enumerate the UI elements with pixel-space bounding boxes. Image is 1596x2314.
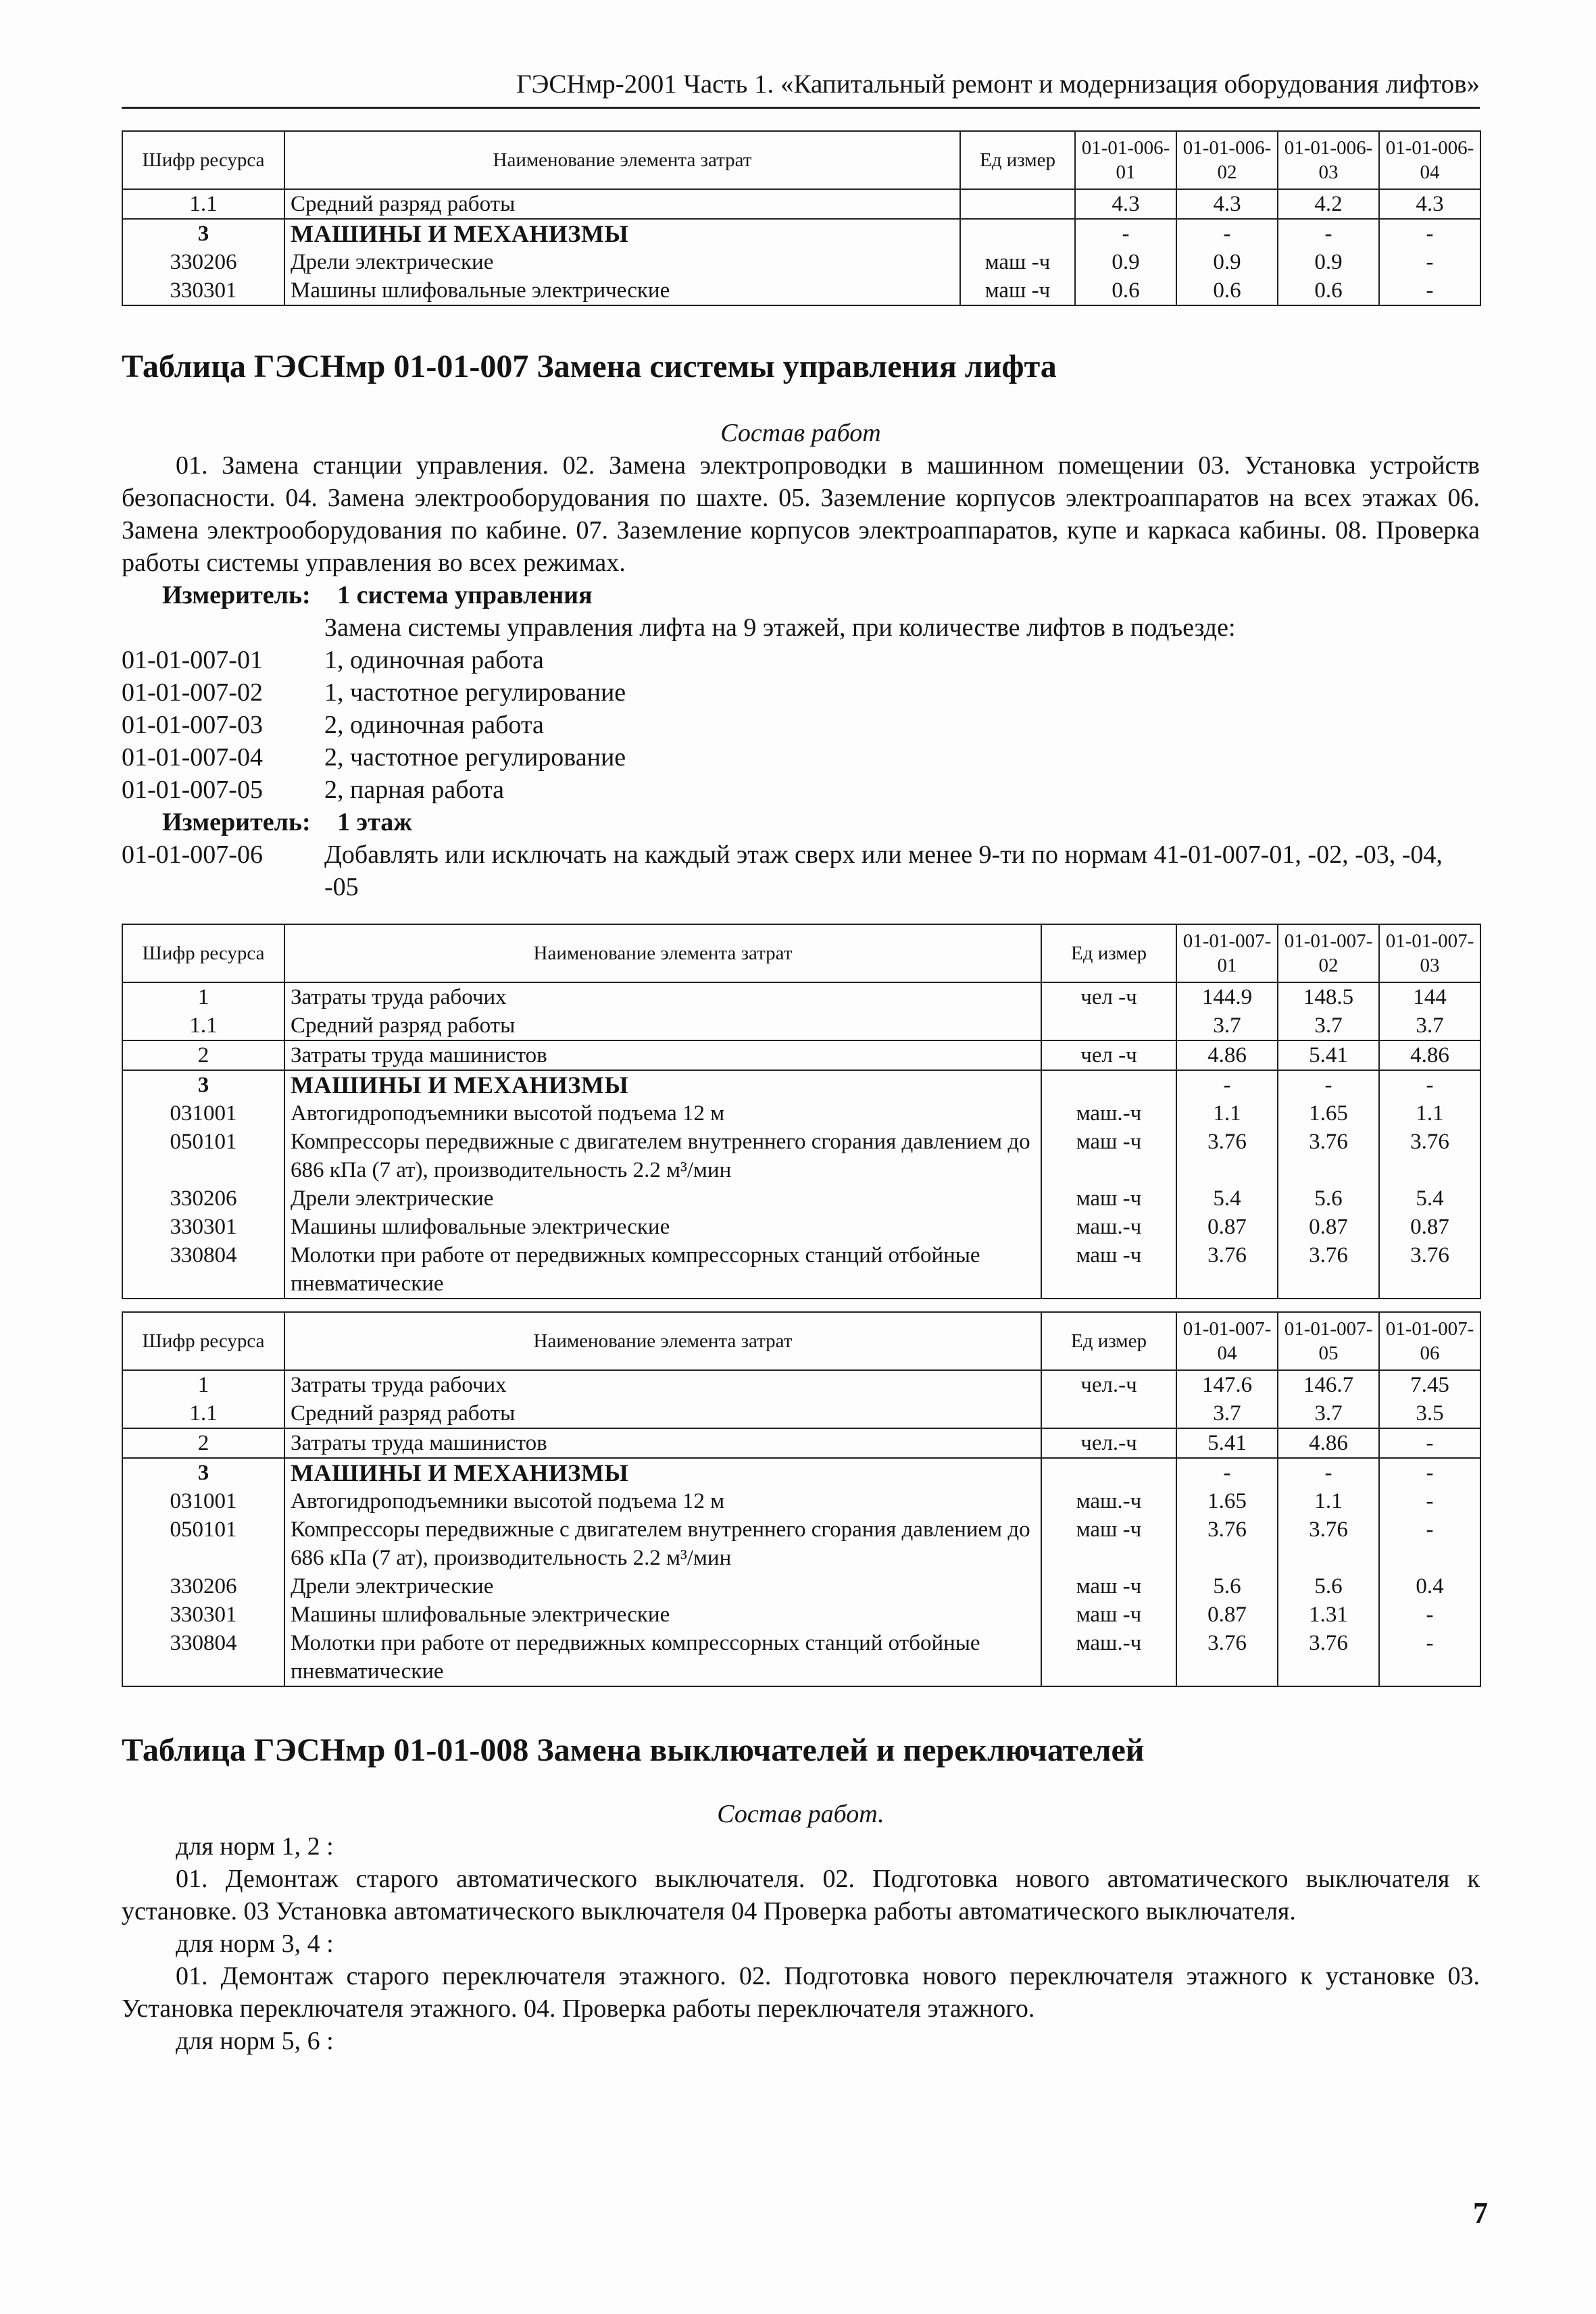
document-page: [122, 68, 1480, 2057]
norms-label: для норм 1, 2 :: [176, 1832, 334, 1861]
table-row: 3 МАШИНЫ И МЕХАНИЗМЫ - - -: [122, 1458, 1480, 1487]
running-header: ГЭСНмр-2001 Часть 1. «Капитальный ремонт и модернизация оборудования лифтов»: [122, 68, 1480, 109]
table-row: 1.1 Средний разряд работы 4.3 4.3 4.2 4.3: [122, 189, 1480, 219]
measure-label: Измеритель:: [162, 581, 311, 609]
col-norm-header: 01-01-007-02: [1278, 924, 1379, 982]
col-norm-header: 01-01-006-03: [1278, 131, 1379, 189]
measure-line: [162, 806, 1480, 838]
col-unit-header: Ед измер: [960, 131, 1075, 189]
col-unit-header: Ед измер: [1041, 924, 1176, 982]
norm-item: 01-01-007-06 Добавлять или исключать на каждый этаж сверх или менее 9-ти по нормам 41-01-007-01, -02, -03, -04, -05: [122, 840, 1443, 901]
table-row: 1 Затраты труда рабочих чел -ч 144.9 148.5 144: [122, 982, 1480, 1011]
table-row: 330206 Дрели электрические маш -ч 0.9 0.9 0.9 -: [122, 248, 1480, 276]
col-norm-header: 01-01-006-01: [1075, 131, 1176, 189]
norm-item: 01-01-007-03 2, одиночная работа: [122, 711, 544, 739]
norms-intro: Замена системы управления лифта на 9 этажей, при количестве лифтов в подъезде:: [324, 613, 1236, 642]
table-row: 031001 Автогидроподъемники высотой подъема 12 м маш.-ч 1.65 1.1 -: [122, 1487, 1480, 1515]
col-code-header: Шифр ресурса: [122, 1312, 284, 1370]
table-header-row: [122, 131, 1480, 189]
col-code-header: Шифр ресурса: [122, 924, 284, 982]
work-scope-description: 01. Демонтаж старого автоматического выключателя. 02. Подготовка нового автоматического выключателя к установке. 03 Установка автоматического выключателя 04 Проверка работы автоматического выключателя.: [122, 1865, 1480, 1926]
col-norm-header: 01-01-007-04: [1176, 1312, 1278, 1370]
col-norm-header: 01-01-007-03: [1379, 924, 1480, 982]
norm-item: 01-01-007-02 1, частотное регулирование: [122, 678, 626, 707]
table-row: 3 МАШИНЫ И МЕХАНИЗМЫ - - - -: [122, 219, 1480, 248]
col-name-header: Наименование элемента затрат: [284, 131, 960, 189]
col-norm-header: 01-01-007-05: [1278, 1312, 1379, 1370]
table-row: 1.1 Средний разряд работы 3.7 3.7 3.7: [122, 1011, 1480, 1040]
table-row: 330804 Молотки при работе от передвижных компрессорных станций отбойные пневматические маш.-ч 3.76 3.76 -: [122, 1629, 1480, 1686]
section-title-007: Таблица ГЭСНмр 01-01-007 Замена системы управления лифта: [122, 349, 1057, 384]
work-scope-description: 01. Замена станции управления. 02. Замена электропроводки в машинном помещении 03. Установка устройств безопасности. 04. Замена электрооборудования по шахте. 05. Заземление корпусов электроаппаратов на всех этажах 06. Замена электрооборудования по кабине. 07. Заземление корпусов электроаппаратов, купе и каркаса кабины. 08. Проверка работы системы управления во всех режимах.: [122, 451, 1480, 577]
table-row: 330206 Дрели электрические маш -ч 5.6 5.6 0.4: [122, 1572, 1480, 1601]
norm-item: 01-01-007-01 1, одиночная работа: [122, 646, 544, 674]
col-norm-header: 01-01-007-01: [1176, 924, 1278, 982]
col-code-header: Шифр ресурса: [122, 131, 284, 189]
norm-item: 01-01-007-04 2, частотное регулирование: [122, 743, 626, 772]
work-scope-subtitle: Состав работ.: [717, 1800, 884, 1828]
table-row: 050101 Компрессоры передвижные с двигателем внутреннего сгорания давлением до 686 кПа (7 ат), производительность 2.2 м³/мин маш -ч 3.76 3.76 3.76: [122, 1128, 1480, 1184]
col-name-header: Наименование элемента затрат: [284, 1312, 1041, 1370]
table-row: 1 Затраты труда рабочих чел.-ч 147.6 146.7 7.45: [122, 1370, 1480, 1399]
measure-value: 1 система управления: [337, 581, 593, 609]
table-row: 1.1 Средний разряд работы 3.7 3.7 3.5: [122, 1399, 1480, 1428]
measure-label: Измеритель:: [162, 808, 311, 836]
table-row: 031001 Автогидроподъемники высотой подъема 12 м маш.-ч 1.1 1.65 1.1: [122, 1099, 1480, 1128]
table-header-row: [122, 924, 1480, 982]
norms-label: для норм 3, 4 :: [176, 1930, 334, 1958]
measure-line: [162, 579, 1480, 611]
table-row: 330301 Машины шлифовальные электрические маш -ч 0.87 1.31 -: [122, 1601, 1480, 1629]
section-title-008: Таблица ГЭСНмр 01-01-008 Замена выключателей и переключателей: [122, 1732, 1145, 1768]
table-row: 330301 Машины шлифовальные электрические маш -ч 0.6 0.6 0.6 -: [122, 276, 1480, 305]
table-row: 3 МАШИНЫ И МЕХАНИЗМЫ - - -: [122, 1070, 1480, 1099]
table-007-part2: [122, 1311, 1481, 1687]
col-name-header: Наименование элемента затрат: [284, 924, 1041, 982]
table-007-part1: [122, 924, 1481, 1299]
norm-item: 01-01-007-05 2, парная работа: [122, 776, 505, 804]
measure-value: 1 этаж: [337, 808, 412, 836]
table-006-continuation: [122, 130, 1481, 306]
table-row: 2 Затраты труда машинистов чел.-ч 5.41 4.86 -: [122, 1428, 1480, 1458]
col-unit-header: Ед измер: [1041, 1312, 1176, 1370]
col-norm-header: 01-01-006-04: [1379, 131, 1480, 189]
work-scope-description: 01. Демонтаж старого переключателя этажного. 02. Подготовка нового переключателя этажного к установке 03. Установка переключателя этажного. 04. Проверка работы переключателя этажного.: [122, 1962, 1480, 2023]
col-norm-header: 01-01-007-06: [1379, 1312, 1480, 1370]
table-row: 330804 Молотки при работе от передвижных компрессорных станций отбойные пневматические маш -ч 3.76 3.76 3.76: [122, 1241, 1480, 1299]
norms-label: для норм 5, 6 :: [176, 2027, 334, 2055]
col-norm-header: 01-01-006-02: [1176, 131, 1278, 189]
page-number: 7: [1473, 2196, 1488, 2230]
table-row: 330301 Машины шлифовальные электрические маш.-ч 0.87 0.87 0.87: [122, 1213, 1480, 1241]
table-row: 2 Затраты труда машинистов чел -ч 4.86 5.41 4.86: [122, 1040, 1480, 1070]
norm-list: [122, 644, 1480, 806]
table-header-row: [122, 1312, 1480, 1370]
table-row: 330206 Дрели электрические маш -ч 5.4 5.6 5.4: [122, 1184, 1480, 1213]
table-row: 050101 Компрессоры передвижные с двигателем внутреннего сгорания давлением до 686 кПа (7 ат), производительность 2.2 м³/мин маш -ч 3.76 3.76 -: [122, 1515, 1480, 1572]
work-scope-subtitle: Состав работ: [720, 419, 881, 447]
